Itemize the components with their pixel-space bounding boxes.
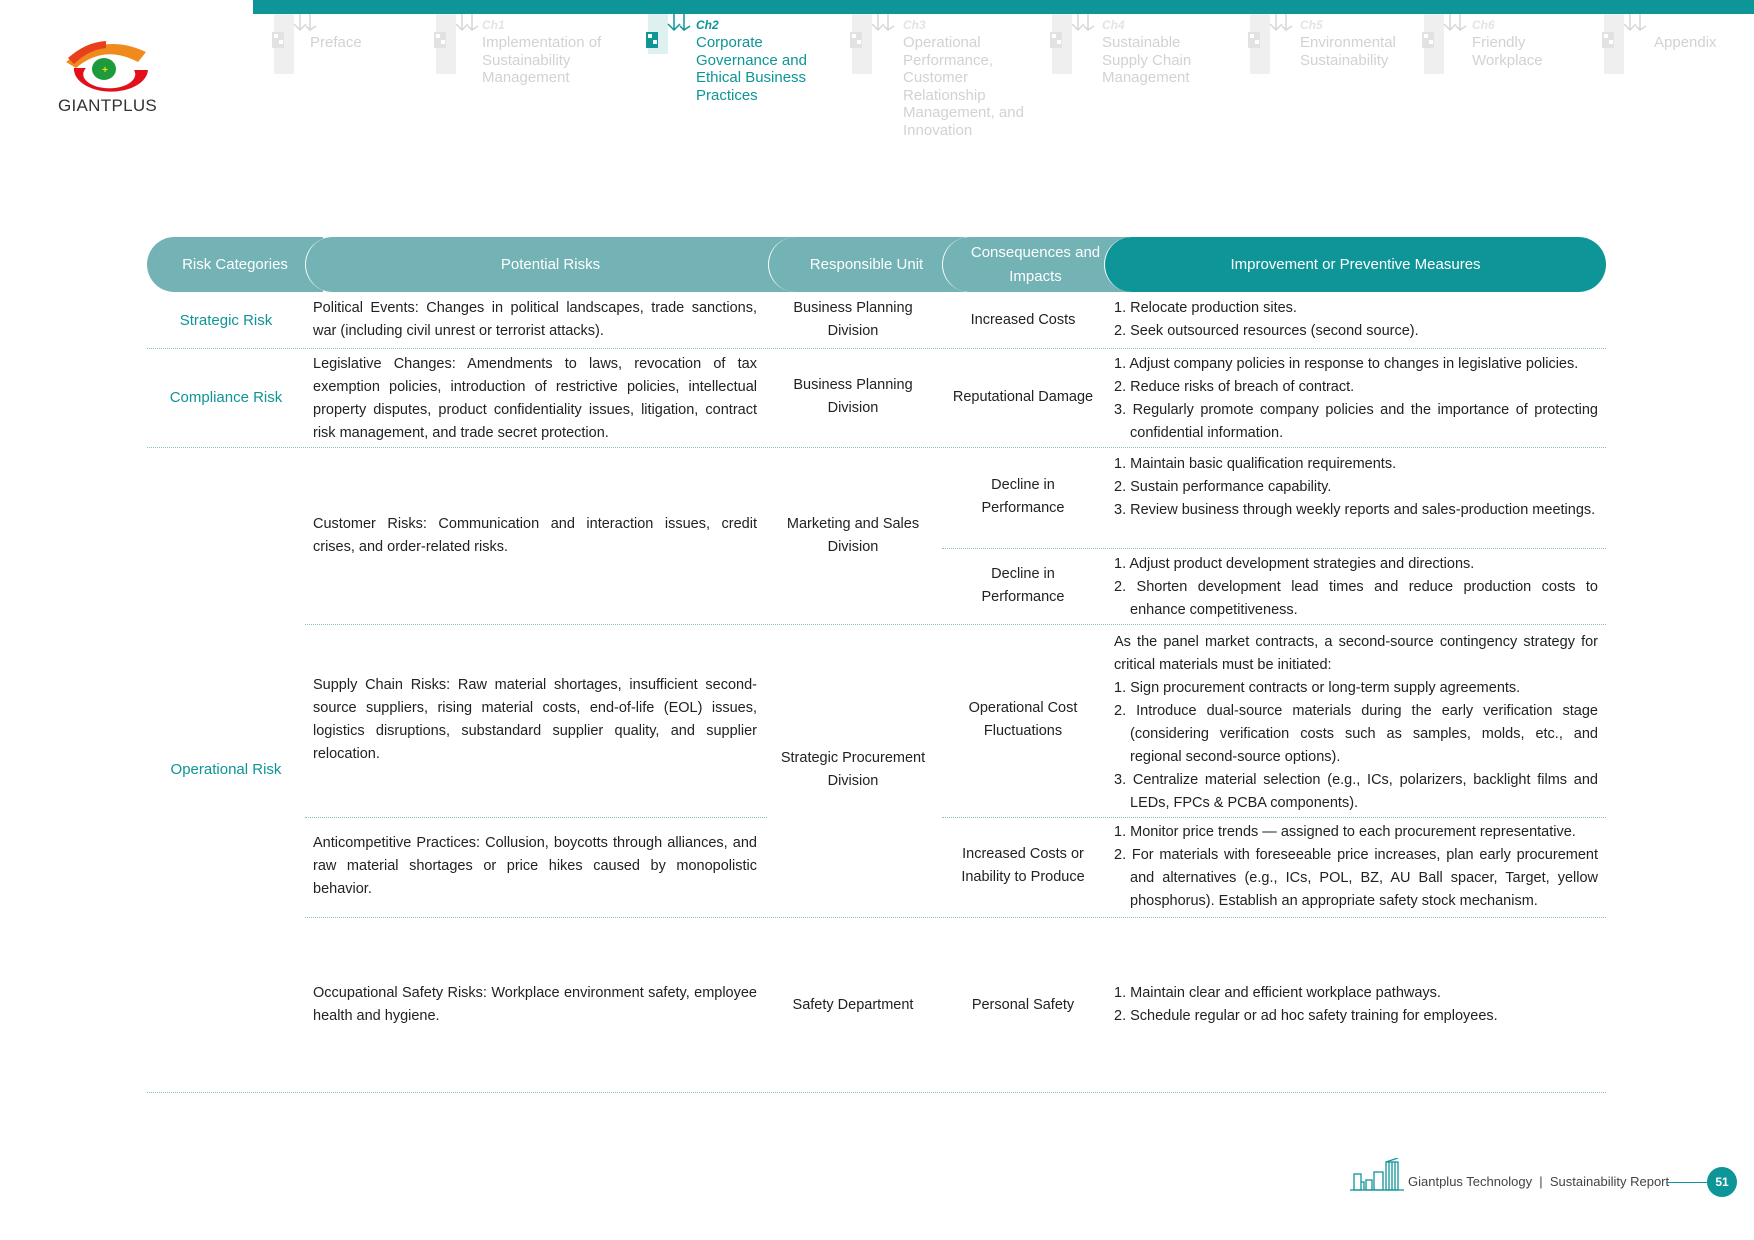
row-divider	[147, 348, 1606, 349]
measure-item: 1. Adjust product development strategies and directions.	[1114, 556, 1475, 572]
chapter-title: Environmental Sustainability	[1300, 34, 1396, 69]
chapter-label: Ch3	[903, 18, 926, 32]
chapter-building-icon	[1048, 14, 1086, 82]
impact-reputational-damage: Reputational Damage	[952, 389, 1094, 405]
measures-cell	[1114, 982, 1598, 1028]
chapter-building-icon	[1600, 14, 1638, 82]
chapter-label: Ch6	[1472, 18, 1495, 32]
impact-increased-costs: Increased Costs	[970, 312, 1076, 328]
category-strategic-risk: Strategic Risk	[179, 312, 273, 329]
chapter-title: Sustainable Supply Chain Management	[1102, 34, 1192, 86]
impact-decline-performance-2: Decline in Performance	[981, 566, 1065, 605]
row-divider	[942, 548, 1606, 549]
footer-text: Giantplus Technology | Sustainability Report	[1408, 1174, 1670, 1189]
row-divider	[305, 917, 1606, 918]
measure-item: 3. Review business through weekly reports and sales-production meetings.	[1114, 502, 1596, 518]
unit-safety-department: Safety Department	[792, 997, 914, 1013]
chapter-title: Implementation of Sustainability Management	[482, 34, 602, 86]
unit-marketing-sales: Marketing and Sales Division	[786, 516, 920, 555]
measure-item: 2. For materials with foreseeable price increases, plan early procurement and alternatives (e.g., ICs, POL, BZ, AU Ball spacer, Target, yellow phosphorus). Establish an appropriate safety stock mechanism.	[1114, 847, 1598, 909]
risk-legislative-changes: Legislative Changes: Amendments to laws, revocation of tax exemption policies, introduction of restrictive policies, intellectual property disputes, product confidentiality issues, litigation, contract risk management, and trade secret protection.	[313, 356, 757, 441]
header-consequences-impacts: Consequences and Impacts	[942, 237, 1128, 292]
logo-text: GIANTPLUS	[58, 96, 158, 115]
measures-cell	[1114, 353, 1598, 445]
category-operational-risk: Operational Risk	[170, 761, 282, 778]
impact-decline-performance-1: Decline in Performance	[981, 477, 1065, 516]
measure-item: 3. Regularly promote company policies and the importance of protecting confidential information.	[1114, 402, 1598, 441]
chapter-building-icon	[644, 14, 682, 82]
chapter-label: Ch2	[696, 18, 719, 32]
measure-item: 2. Reduce risks of breach of contract.	[1114, 379, 1355, 395]
risk-customer: Customer Risks: Communication and interaction issues, credit crises, and order-related risks.	[313, 516, 757, 555]
impact-increased-costs-inability: Increased Costs or Inability to Produce	[961, 846, 1085, 885]
chapter-title: Preface	[310, 34, 362, 51]
chapter-title: Appendix	[1654, 34, 1717, 51]
svg-text:+: +	[102, 65, 108, 76]
chapter-building-icon	[432, 14, 470, 82]
row-divider	[305, 817, 767, 818]
footer-divider	[1666, 1182, 1708, 1183]
top-accent-bar	[253, 0, 1754, 14]
table-bottom-line	[147, 1092, 1606, 1093]
unit-business-planning-2: Business Planning Division	[793, 377, 913, 416]
chapter-building-icon	[1420, 14, 1458, 82]
measure-item: 1. Maintain basic qualification requirements.	[1114, 456, 1397, 472]
category-compliance-risk: Compliance Risk	[169, 389, 283, 406]
measure-item: 2. Shorten development lead times and reduce production costs to enhance competitiveness.	[1114, 579, 1598, 618]
impact-operational-cost: Operational Cost Fluctuations	[968, 700, 1078, 739]
row-divider	[147, 447, 1606, 448]
measure-item: 3. Centralize material selection (e.g., ICs, polarizers, backlight films and LEDs, FPCs & PCBA components).	[1114, 772, 1598, 811]
unit-strategic-procurement: Strategic Procurement Division	[780, 750, 926, 789]
measures-cell	[1114, 553, 1598, 622]
measure-item: 2. Sustain performance capability.	[1114, 479, 1332, 495]
header-potential-risks: Potential Risks	[305, 237, 795, 292]
header-responsible-unit: Responsible Unit	[768, 237, 964, 292]
measures-cell	[1114, 453, 1598, 522]
chapter-title: Friendly Workplace	[1472, 34, 1543, 69]
header-risk-categories: Risk Categories	[147, 237, 323, 292]
chapter-building-icon	[270, 14, 308, 82]
city-buildings-icon	[1350, 1158, 1404, 1192]
risk-occupational-safety: Occupational Safety Risks: Workplace environment safety, employee health and hygiene.	[313, 985, 757, 1024]
measure-item: 2. Schedule regular or ad hoc safety training for employees.	[1114, 1008, 1498, 1024]
measures-cell	[1114, 297, 1598, 343]
chapter-label: Ch4	[1102, 18, 1125, 32]
risk-anticompetitive: Anticompetitive Practices: Collusion, boycotts through alliances, and raw material shortages or price hikes caused by monopolistic behavior.	[313, 835, 757, 897]
row-divider	[305, 624, 1606, 625]
measures-cell	[1114, 631, 1598, 815]
measure-item: 2. Introduce dual-source materials during the early verification stage (considering verification costs such as samples, molds, etc., and regional second-source options).	[1114, 703, 1598, 765]
chapter-building-icon	[848, 14, 886, 82]
measure-item: 1. Relocate production sites.	[1114, 300, 1297, 316]
risk-supply-chain: Supply Chain Risks: Raw material shortages, insufficient second-source suppliers, rising material costs, end-of-life (EOL) issues, logistics disruptions, substandard supplier quality, and supplier relocation.	[313, 677, 757, 762]
measure-item: 1. Monitor price trends — assigned to each procurement representative.	[1114, 824, 1576, 840]
header-improvement-measures: Improvement or Preventive Measures	[1104, 237, 1606, 292]
unit-business-planning-1: Business Planning Division	[793, 300, 913, 339]
page-number: 51	[1707, 1167, 1737, 1197]
measure-item: 1. Maintain clear and efficient workplace pathways.	[1114, 985, 1441, 1001]
impact-personal-safety: Personal Safety	[971, 997, 1075, 1013]
chapter-title: Corporate Governance and Ethical Business Practices	[696, 34, 807, 104]
measure-item: 2. Seek outsourced resources (second source).	[1114, 323, 1419, 339]
chapter-label: Ch5	[1300, 18, 1323, 32]
chapter-title: Operational Performance, Customer Relationship Management, and Innovation	[903, 34, 1024, 139]
chapter-building-icon	[1246, 14, 1284, 82]
chapter-label: Ch1	[482, 18, 505, 32]
risk-political-events: Political Events: Changes in political landscapes, trade sanctions, war (including civil unrest or terrorist attacks).	[313, 300, 757, 339]
measures-cell	[1114, 821, 1598, 913]
measure-item: 1. Sign procurement contracts or long-term supply agreements.	[1114, 680, 1521, 696]
measures-intro: As the panel market contracts, a second-source contingency strategy for critical materials must be initiated:	[1114, 634, 1598, 673]
measure-item: 1. Adjust company policies in response to changes in legislative policies.	[1114, 356, 1579, 372]
row-divider	[942, 817, 1606, 818]
